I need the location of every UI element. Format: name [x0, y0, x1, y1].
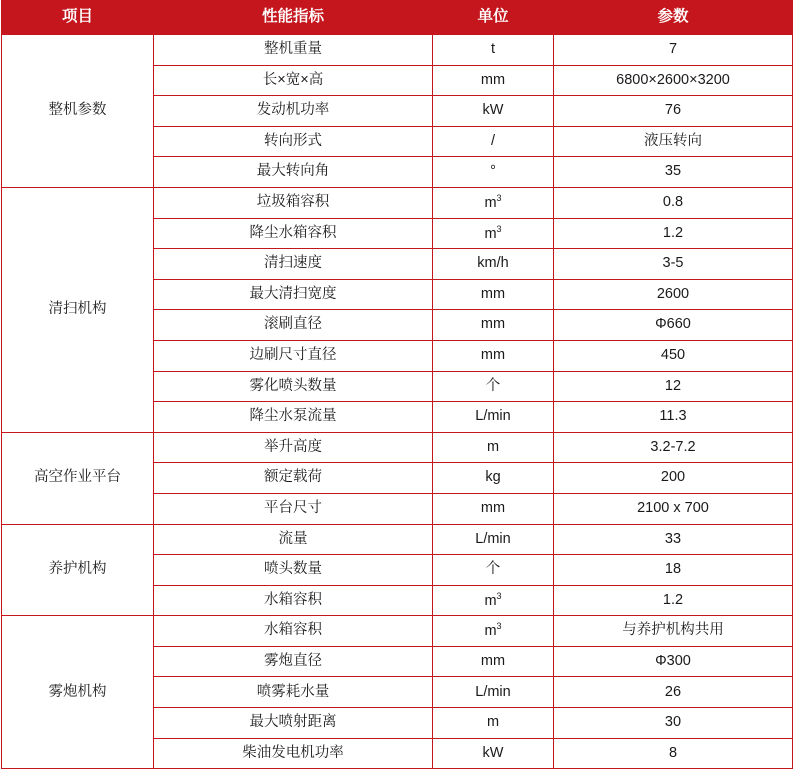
spec-label: 长×宽×高	[154, 65, 433, 96]
spec-label: 降尘水泵流量	[154, 402, 433, 433]
unit-text: °	[490, 163, 496, 180]
param-value: 76	[554, 96, 793, 127]
spec-label: 转向形式	[154, 126, 433, 157]
param-value: 3.2-7.2	[554, 432, 793, 463]
unit-value	[433, 402, 554, 433]
table-row	[2, 35, 793, 66]
unit-value	[433, 708, 554, 739]
unit-text: mm	[480, 652, 506, 669]
unit-text: mm	[480, 347, 506, 364]
header-param: 参数	[554, 1, 793, 35]
unit-text: mm	[480, 316, 506, 333]
spec-label: 流量	[154, 524, 433, 555]
param-value: 0.8	[554, 187, 793, 218]
spec-label: 额定载荷	[154, 463, 433, 494]
spec-label: 边刷尺寸直径	[154, 340, 433, 371]
spec-label: 柴油发电机功率	[154, 738, 433, 769]
group-label: 高空作业平台	[2, 432, 154, 524]
unit-value	[433, 126, 554, 157]
table-row	[2, 432, 793, 463]
spec-label: 喷头数量	[154, 555, 433, 586]
table-row	[2, 187, 793, 218]
group-label: 清扫机构	[2, 187, 154, 432]
unit-value	[433, 65, 554, 96]
unit-text: /	[490, 132, 496, 149]
param-value: 与养护机构共用	[554, 616, 793, 647]
header-unit: 单位	[433, 1, 554, 35]
param-value: 35	[554, 157, 793, 188]
param-value: 1.2	[554, 585, 793, 616]
unit-exponent: 3	[496, 590, 502, 601]
unit-text: 个	[485, 561, 501, 578]
group-label: 整机参数	[2, 35, 154, 188]
spec-label: 降尘水箱容积	[154, 218, 433, 249]
unit-value	[433, 738, 554, 769]
spec-label: 举升高度	[154, 432, 433, 463]
param-value: Φ300	[554, 646, 793, 677]
header-spec: 性能指标	[154, 1, 433, 35]
unit-text: kW	[482, 744, 504, 761]
unit-text: 个	[485, 377, 501, 394]
unit-value	[433, 35, 554, 66]
unit-text: m	[484, 592, 497, 609]
unit-value	[433, 371, 554, 402]
table-header	[2, 1, 793, 35]
unit-text: L/min	[475, 530, 511, 547]
unit-text: km/h	[477, 255, 509, 272]
table-body	[2, 35, 793, 769]
unit-value	[433, 646, 554, 677]
unit-text: kg	[485, 469, 501, 486]
specification-table	[1, 0, 793, 769]
unit-value	[433, 157, 554, 188]
param-value: 12	[554, 371, 793, 402]
spec-label: 发动机功率	[154, 96, 433, 127]
param-value: 200	[554, 463, 793, 494]
param-value: 液压转向	[554, 126, 793, 157]
param-value: 26	[554, 677, 793, 708]
spec-label: 滚刷直径	[154, 310, 433, 341]
spec-label: 最大转向角	[154, 157, 433, 188]
unit-value	[433, 524, 554, 555]
unit-value	[433, 310, 554, 341]
unit-text: L/min	[475, 408, 511, 425]
spec-label: 清扫速度	[154, 249, 433, 280]
unit-value	[433, 677, 554, 708]
unit-text: m	[484, 225, 497, 242]
param-value: 2100 x 700	[554, 493, 793, 524]
unit-exponent: 3	[496, 621, 502, 632]
table-row	[2, 616, 793, 647]
unit-value	[433, 218, 554, 249]
group-label: 养护机构	[2, 524, 154, 616]
spec-label: 平台尺寸	[154, 493, 433, 524]
spec-label: 喷雾耗水量	[154, 677, 433, 708]
group-label: 雾炮机构	[2, 616, 154, 769]
spec-label: 雾化喷头数量	[154, 371, 433, 402]
unit-value	[433, 279, 554, 310]
unit-text: L/min	[475, 683, 511, 700]
param-value: 8	[554, 738, 793, 769]
spec-label: 整机重量	[154, 35, 433, 66]
unit-exponent: 3	[496, 193, 502, 204]
param-value: 6800×2600×3200	[554, 65, 793, 96]
unit-value	[433, 187, 554, 218]
spec-label: 水箱容积	[154, 616, 433, 647]
unit-text: t	[490, 41, 496, 58]
param-value: 2600	[554, 279, 793, 310]
header-item: 项目	[2, 1, 154, 35]
param-value: 33	[554, 524, 793, 555]
unit-text: mm	[480, 285, 506, 302]
unit-value	[433, 555, 554, 586]
spec-label: 水箱容积	[154, 585, 433, 616]
unit-value	[433, 432, 554, 463]
spec-label: 垃圾箱容积	[154, 187, 433, 218]
unit-value	[433, 340, 554, 371]
unit-text: m	[484, 194, 497, 211]
unit-value	[433, 616, 554, 647]
param-value: 3-5	[554, 249, 793, 280]
unit-value	[433, 463, 554, 494]
unit-value	[433, 493, 554, 524]
param-value: 18	[554, 555, 793, 586]
spec-label: 最大清扫宽度	[154, 279, 433, 310]
unit-value	[433, 96, 554, 127]
unit-text: mm	[480, 500, 506, 516]
param-value: Φ660	[554, 310, 793, 341]
param-value: 11.3	[554, 402, 793, 433]
unit-text: mm	[480, 71, 506, 88]
unit-value	[433, 585, 554, 616]
unit-text: m	[486, 714, 500, 731]
table-header-row	[2, 1, 793, 35]
param-value: 450	[554, 340, 793, 371]
param-value: 7	[554, 35, 793, 66]
param-value: 1.2	[554, 218, 793, 249]
unit-value	[433, 249, 554, 280]
param-value: 30	[554, 708, 793, 739]
table-row	[2, 524, 793, 555]
unit-text: kW	[482, 102, 504, 119]
spec-label: 雾炮直径	[154, 646, 433, 677]
unit-exponent: 3	[496, 223, 502, 234]
unit-text: m	[484, 623, 497, 640]
spec-label: 最大喷射距离	[154, 708, 433, 739]
unit-text: m	[486, 438, 500, 455]
